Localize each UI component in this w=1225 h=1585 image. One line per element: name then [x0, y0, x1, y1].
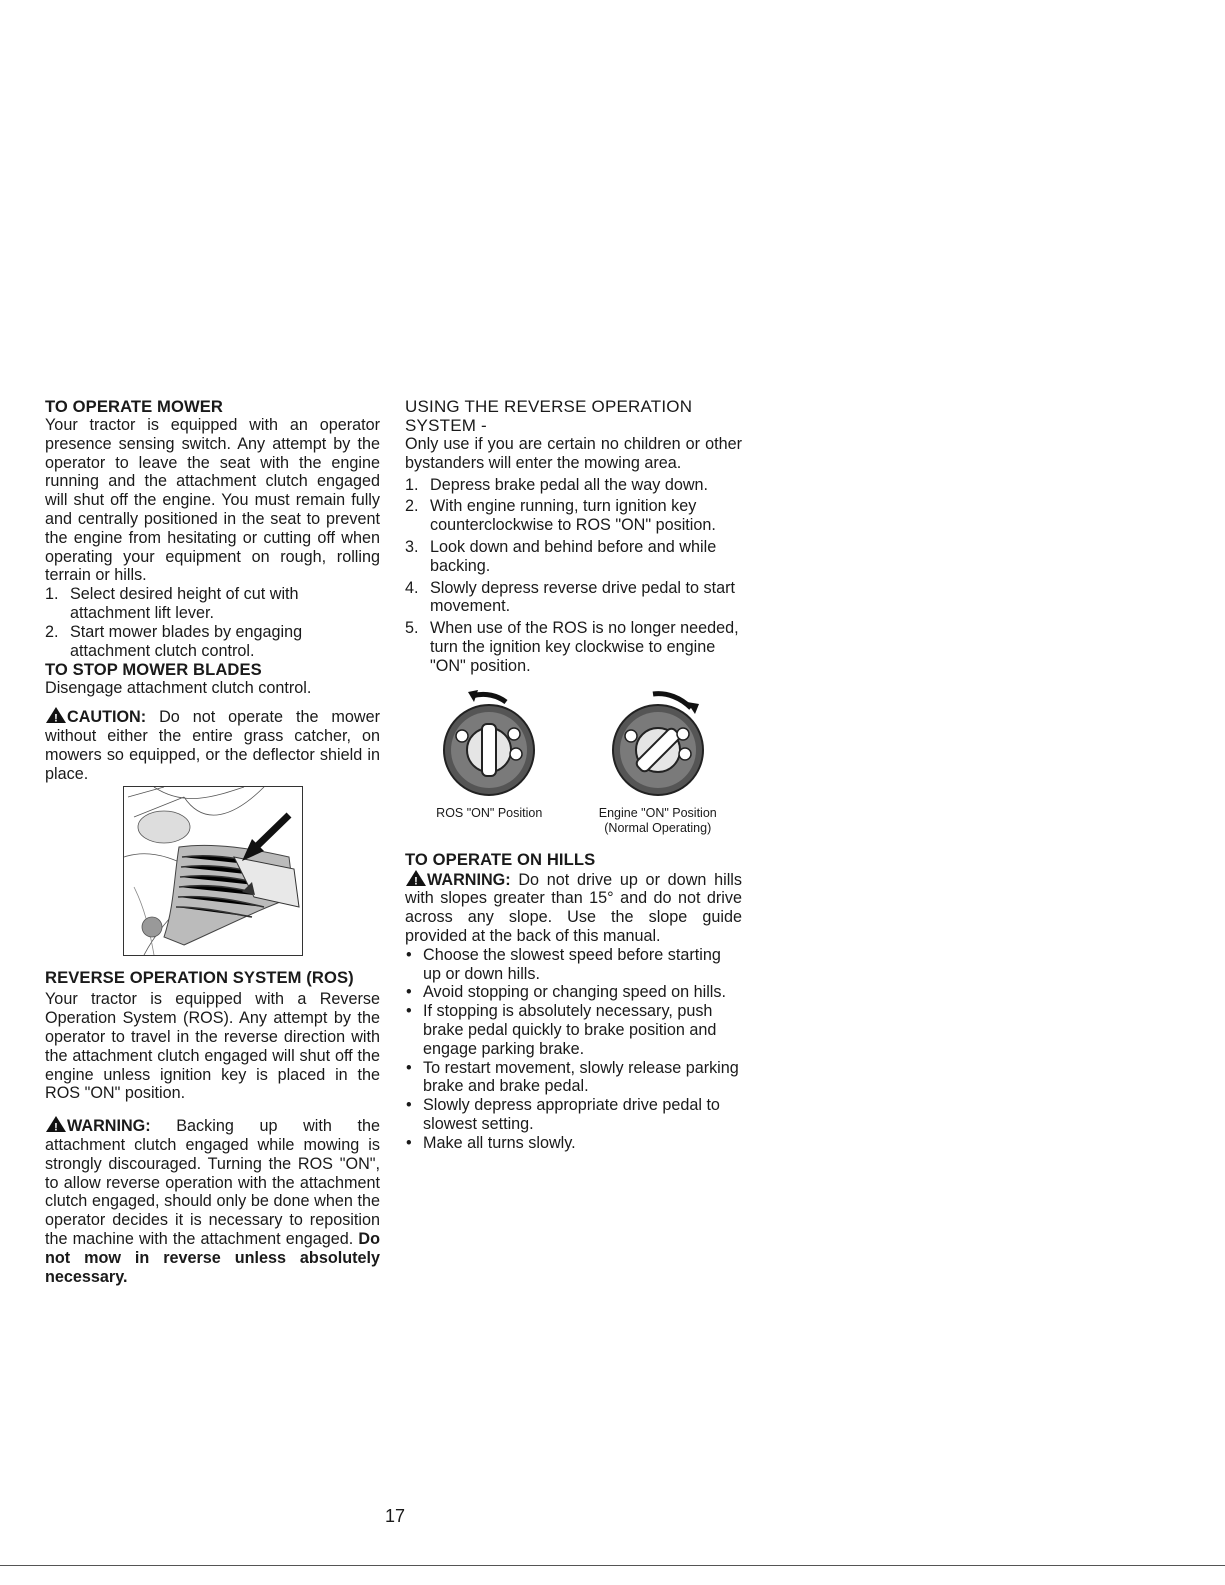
safety-alert-icon — [45, 1115, 67, 1133]
right-column — [405, 397, 742, 1153]
svg-text:!: ! — [54, 712, 58, 725]
engine-key-caption-line1: Engine "ON" Position — [598, 805, 717, 820]
deflector-shield-illustration — [123, 786, 303, 956]
caution-label: CAUTION: — [67, 708, 147, 727]
engine-key-caption-line2: (Normal Operating) — [604, 820, 712, 835]
list-item: • If stopping is absolutely necessary, push brake pedal quickly to brake position and engage parking brake. — [406, 1002, 717, 1058]
operate-mower-heading: TO OPERATE MOWER — [45, 397, 223, 416]
ignition-switch-ros-icon — [434, 688, 544, 798]
svg-text:!: ! — [54, 1121, 58, 1134]
warning-bold-text: Do not mow in reverse unless absolutely necessary. — [45, 1229, 380, 1286]
bottom-divider — [0, 1565, 1225, 1566]
caution-paragraph — [45, 706, 380, 783]
list-item: • Avoid stopping or changing speed on hills. — [406, 983, 726, 1002]
list-item: 2. With engine running, turn ignition key counterclockwise to ROS "ON" position. — [405, 497, 716, 535]
list-item: 4. Slowly depress reverse drive pedal to start movement. — [405, 578, 736, 616]
hills-warning-text: Do not drive up or down hills with slopes greater than 15° and do not drive across any slope. Use the slope guide provided at the back of this manual. — [405, 870, 742, 945]
list-item: • Choose the slowest speed before starting up or down hills. — [406, 945, 721, 983]
list-item: 2. Start mower blades by engaging attachment clutch control. — [45, 622, 303, 660]
list-item: 1. Depress brake pedal all the way down. — [405, 475, 709, 494]
using-steps-list — [405, 476, 742, 676]
list-item: • Make all turns slowly. — [406, 1133, 576, 1152]
stop-blades-body: Disengage attachment clutch control. — [45, 679, 312, 698]
hills-warning-label: WARNING: — [427, 870, 511, 889]
ignition-switch-engine-icon — [603, 688, 713, 798]
operate-steps-list — [45, 585, 380, 660]
ros-key-caption: ROS "ON" Position — [436, 805, 543, 820]
warning-label: WARNING: — [67, 1117, 151, 1136]
ignition-key-figures — [405, 688, 742, 836]
warning-text: Backing up with the attachment clutch engaged while mowing is strongly discouraged. Turning the ROS "ON", to allow reverse operation with the attachment clutch engaged, should only be done when the operator decides it is necessary to reposition the machine with the attachment engaged. — [45, 1117, 380, 1248]
list-item: • Slowly depress appropriate drive pedal to slowest setting. — [406, 1096, 720, 1133]
hills-heading: TO OPERATE ON HILLS — [405, 849, 596, 869]
list-item: 5. When use of the ROS is no longer needed, turn the ignition key clockwise to engine "ON" position. — [405, 619, 739, 675]
hills-warning-paragraph — [405, 869, 742, 946]
list-item: • To restart movement, slowly release parking brake and brake pedal. — [406, 1058, 739, 1096]
engine-key-figure — [574, 688, 743, 836]
left-column — [45, 397, 380, 1286]
safety-alert-icon — [45, 706, 67, 724]
ros-body: Your tractor is equipped with a Reverse Operation System (ROS). Any attempt by the operator to travel in the reverse direction with the attachment clutch engaged will shut off the engine unless ignition key is placed in the ROS "ON" position. — [45, 990, 380, 1103]
operate-mower-body: Your tractor is equipped with an operator presence sensing switch. Any attempt by the operator to leave the seat with the engine running and the attachment clutch engaged will shut off the engine. You must remain fully and centrally positioned in the seat to prevent the engine from hesitating or cutting off when operating your equipment on rough, rolling terrain or hills. — [45, 416, 380, 585]
ros-key-figure — [405, 688, 574, 836]
caution-text: Do not operate the mower without either the entire grass catcher, on mowers so equipped, or the deflector shield in place. — [45, 708, 380, 783]
ros-heading: REVERSE OPERATION SYSTEM (ROS) — [45, 968, 354, 988]
using-ros-heading-line2: SYSTEM - — [405, 416, 487, 435]
safety-alert-icon — [405, 869, 427, 887]
svg-text:!: ! — [414, 875, 418, 887]
stop-blades-heading: TO STOP MOWER BLADES — [45, 660, 262, 680]
using-ros-heading-line1: USING THE REVERSE OPERATION — [405, 397, 693, 416]
reverse-warning-paragraph — [45, 1115, 380, 1286]
using-ros-body: Only use if you are certain no children or other bystanders will enter the mowing area. — [405, 435, 742, 472]
list-item: 3. Look down and behind before and while backing. — [405, 537, 717, 575]
list-item: 1. Select desired height of cut with attachment lift lever. — [45, 585, 299, 622]
hills-bullets-list — [405, 946, 742, 1153]
page-number: 17 — [384, 1506, 406, 1526]
